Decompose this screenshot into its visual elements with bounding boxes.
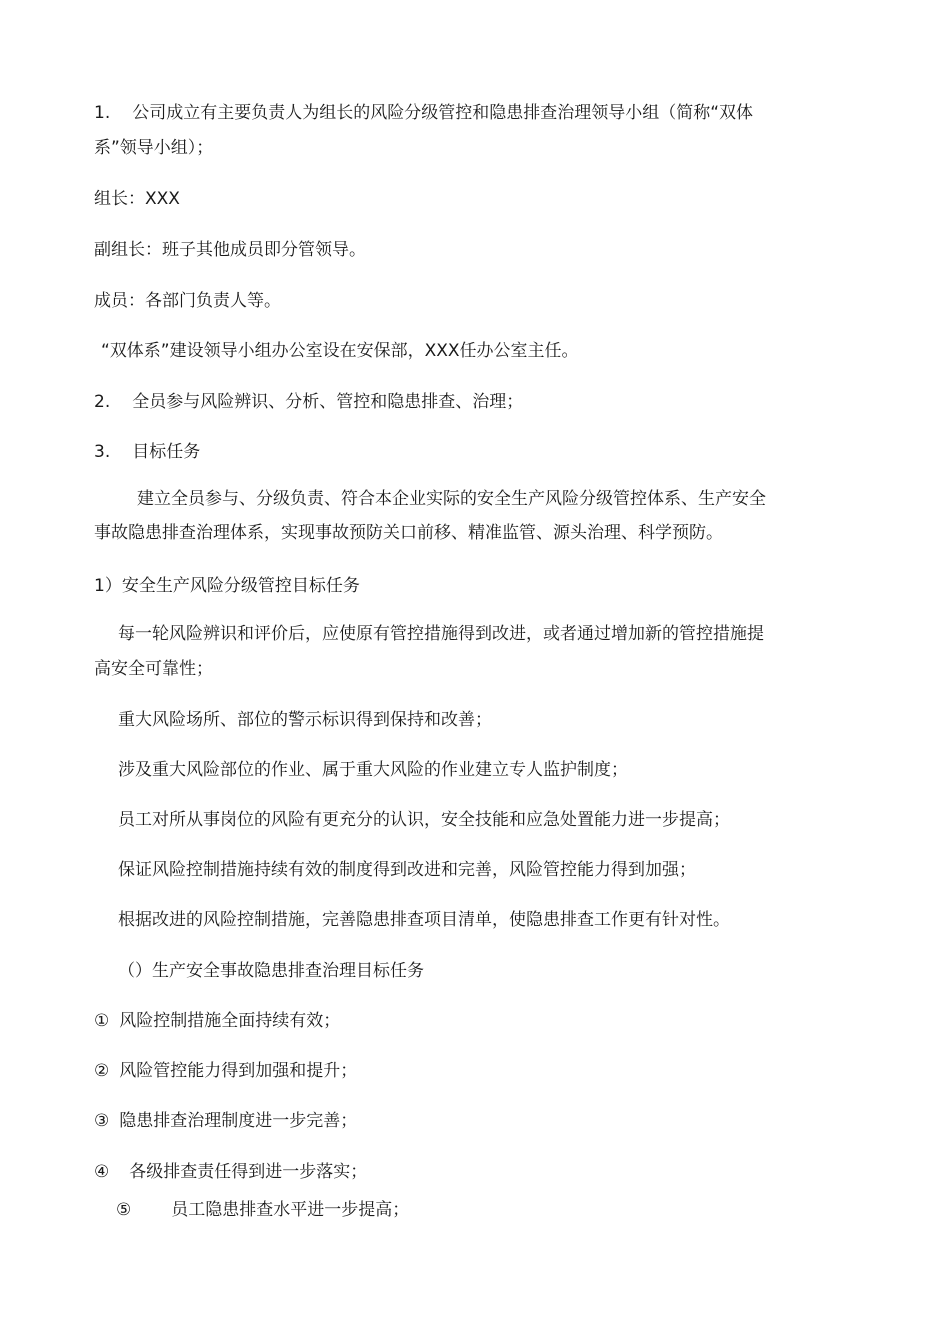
sub-1-paragraph-4: 员工对所从事岗位的风险有更充分的认识，安全技能和应急处置能力进一步提高； <box>118 810 730 830</box>
sub-1-paragraph-3: 涉及重大风险部位的作业、属于重大风险的作业建立专人监护制度； <box>118 760 628 780</box>
sub-1-paragraph-5: 保证风险控制措施持续有效的制度得到改进和完善，风险管控能力得到加强； <box>118 860 696 880</box>
list-item <box>116 1200 409 1220</box>
goal-intro-line-1: 建立全员参与、分级负责、符合本企业实际的安全生产风险分级管控体系、生产安全 <box>137 489 766 509</box>
list-marker: ④ <box>94 1162 110 1182</box>
sub-2-heading: （）生产安全事故隐患排查治理目标任务 <box>118 961 424 981</box>
office-line: “双体系”建设领导小组办公室设在安保部，XXX任办公室主任。 <box>101 341 579 361</box>
sub-1-paragraph-1-line-2: 高安全可靠性； <box>94 659 213 679</box>
sub-1-heading: 1）安全生产风险分级管控目标任务 <box>94 576 360 596</box>
list-item <box>94 1011 340 1031</box>
list-marker: ③ <box>94 1111 110 1131</box>
section-1-text-line-2: 系”领导小组）； <box>94 138 214 158</box>
list-item-text: 隐患排查治理制度进一步完善； <box>119 1111 358 1131</box>
list-item <box>94 1162 367 1182</box>
list-item-text: 员工隐患排查水平进一步提高； <box>171 1200 410 1220</box>
section-1-text-line-1: 公司成立有主要负责人为组长的风险分级管控和隐患排查治理领导小组（简称“双体 <box>132 103 754 123</box>
section-2-line <box>94 392 523 412</box>
deputy-line: 副组长：班子其他成员即分管领导。 <box>94 240 366 260</box>
list-marker: ② <box>94 1061 110 1081</box>
list-item-text: 各级排查责任得到进一步落实； <box>129 1162 368 1182</box>
section-1-line-1 <box>94 103 753 123</box>
list-item-text: 风险控制措施全面持续有效； <box>119 1011 341 1031</box>
section-2-number: 2. <box>94 392 111 412</box>
sub-1-paragraph-6: 根据改进的风险控制措施，完善隐患排查项目清单，使隐患排查工作更有针对性。 <box>118 910 730 930</box>
section-3-number: 3. <box>94 442 111 462</box>
list-item-text: 风险管控能力得到加强和提升； <box>119 1061 358 1081</box>
members-line: 成员：各部门负责人等。 <box>94 291 281 311</box>
goal-intro-line-2: 事故隐患排查治理体系，实现事故预防关口前移、精准监管、源头治理、科学预防。 <box>94 523 723 543</box>
sub-1-paragraph-1-line-1: 每一轮风险辨识和评价后，应使原有管控措施得到改进，或者通过增加新的管控措施提 <box>118 624 764 644</box>
section-3-line <box>94 442 200 462</box>
list-marker: ① <box>94 1011 110 1031</box>
section-2-text: 全员参与风险辨识、分析、管控和隐患排查、治理； <box>132 392 524 412</box>
list-item <box>94 1061 357 1081</box>
section-1-number: 1. <box>94 103 111 123</box>
list-item <box>94 1111 357 1131</box>
section-3-text: 目标任务 <box>132 442 201 462</box>
leader-line: 组长：XXX <box>94 189 180 209</box>
list-marker: ⑤ <box>116 1200 132 1220</box>
sub-1-paragraph-2: 重大风险场所、部位的警示标识得到保持和改善； <box>118 710 492 730</box>
